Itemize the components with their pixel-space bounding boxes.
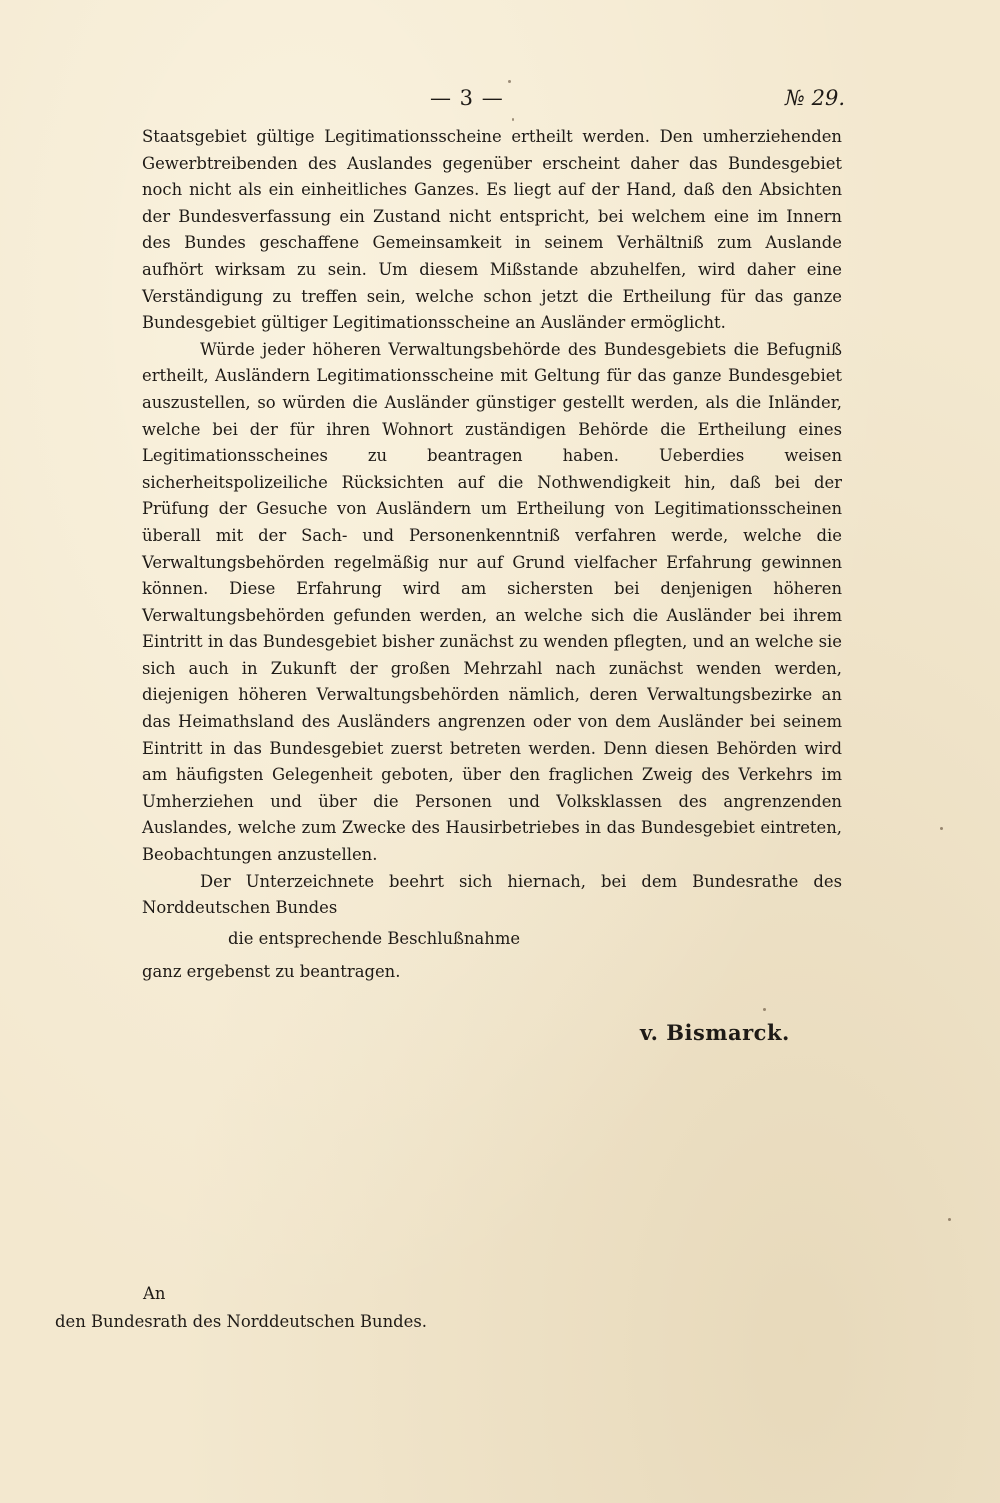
page-number: — 3 — — [430, 86, 504, 110]
signature: v. Bismarck. — [640, 1020, 790, 1045]
body-text — [142, 124, 842, 922]
request-line: die entsprechende Beschlußnahme — [228, 929, 521, 948]
addressee-block — [55, 1280, 427, 1336]
paper-speck — [948, 1218, 951, 1221]
addressee-prefix: An — [143, 1284, 166, 1303]
addressee-recipient: den Bundesrath des Norddeutschen Bundes. — [55, 1312, 427, 1331]
document-number: № 29. — [785, 86, 845, 110]
paper-speck — [763, 1008, 766, 1011]
paragraph-2: Würde jeder höheren Verwaltungsbehörde des Bundesgebiets die Befugniß ertheilt, Ausländern Legitimationsscheine mit Geltung für das ganze Bundesgebiet auszustellen, so würden die Ausländer günstiger gestellt werden, als die Inländer, welche bei der für ihren Wohnort zuständigen Behörde die Ertheilung eines Legitimationsscheines zu beantragen haben. Ueberdies weisen sicherheitspolizeiliche Rücksichten auf die Nothwendigkeit hin, daß bei der Prüfung der Gesuche von Ausländern um Ertheilung von Legitimationsscheinen überall mit der Sach- und Personenkenntniß verfahren werde, welche die Verwaltungsbehörden regelmäßig nur auf Grund vielfacher Erfahrung gewinnen können. Diese Erfahrung wird am sichersten bei denjenigen höheren Verwaltungsbehörden gefunden werden, an welche sich die Ausländer bei ihrem Eintritt in das Bundesgebiet bisher zunächst zu wenden pflegten, und an welche sie sich auch in Zukunft der großen Mehrzahl nach zunächst wenden werden, diejenigen höheren Verwaltungsbehörden nämlich, deren Verwaltungsbezirke an das Heimathsland des Ausländers angrenzen oder von dem Ausländer bei seinem Eintritt in das Bundesgebiet zuerst betreten werden. Denn diesen Behörden wird am häufigsten Gelegenheit geboten, über den fraglichen Zweig des Verkehrs im Umherziehen und über die Personen und Volksklassen des angrenzenden Auslandes, welche zum Zwecke des Hausirbetriebes in das Bundesgebiet eintreten, Beobachtungen anzustellen. — [142, 339, 842, 865]
paragraph-1: Staatsgebiet gültige Legitimationsscheine ertheilt werden. Den umherziehenden Gewerbtreibenden des Auslandes gegenüber erscheint daher das Bundesgebiet noch nicht als ein einheitliches Ganzes. Es liegt auf der Hand, daß den Absichten der Bundesverfassung ein Zustand nicht entspricht, bei welchem eine im Innern des Bundes geschaffene Gemeinsamkeit in seinem Verhältniß zum Auslande aufhört wirksam zu sein. Um diesem Mißstande abzuhelfen, wird daher eine Verständigung zu treffen sein, welche schon jetzt die Ertheilung für das ganze Bundesgebiet gültiger Legitimationsscheine an Ausländer ermöglicht. — [142, 127, 842, 333]
paragraph-3: Der Unterzeichnete beehrt sich hiernach, bei dem Bundesrathe des Norddeutschen Bundes — [142, 871, 842, 918]
paper-speck — [512, 118, 514, 121]
paper-speck — [508, 80, 511, 83]
page-header — [140, 86, 845, 116]
paper-speck — [940, 827, 943, 830]
closing-line: ganz ergebenst zu beantragen. — [142, 962, 401, 981]
